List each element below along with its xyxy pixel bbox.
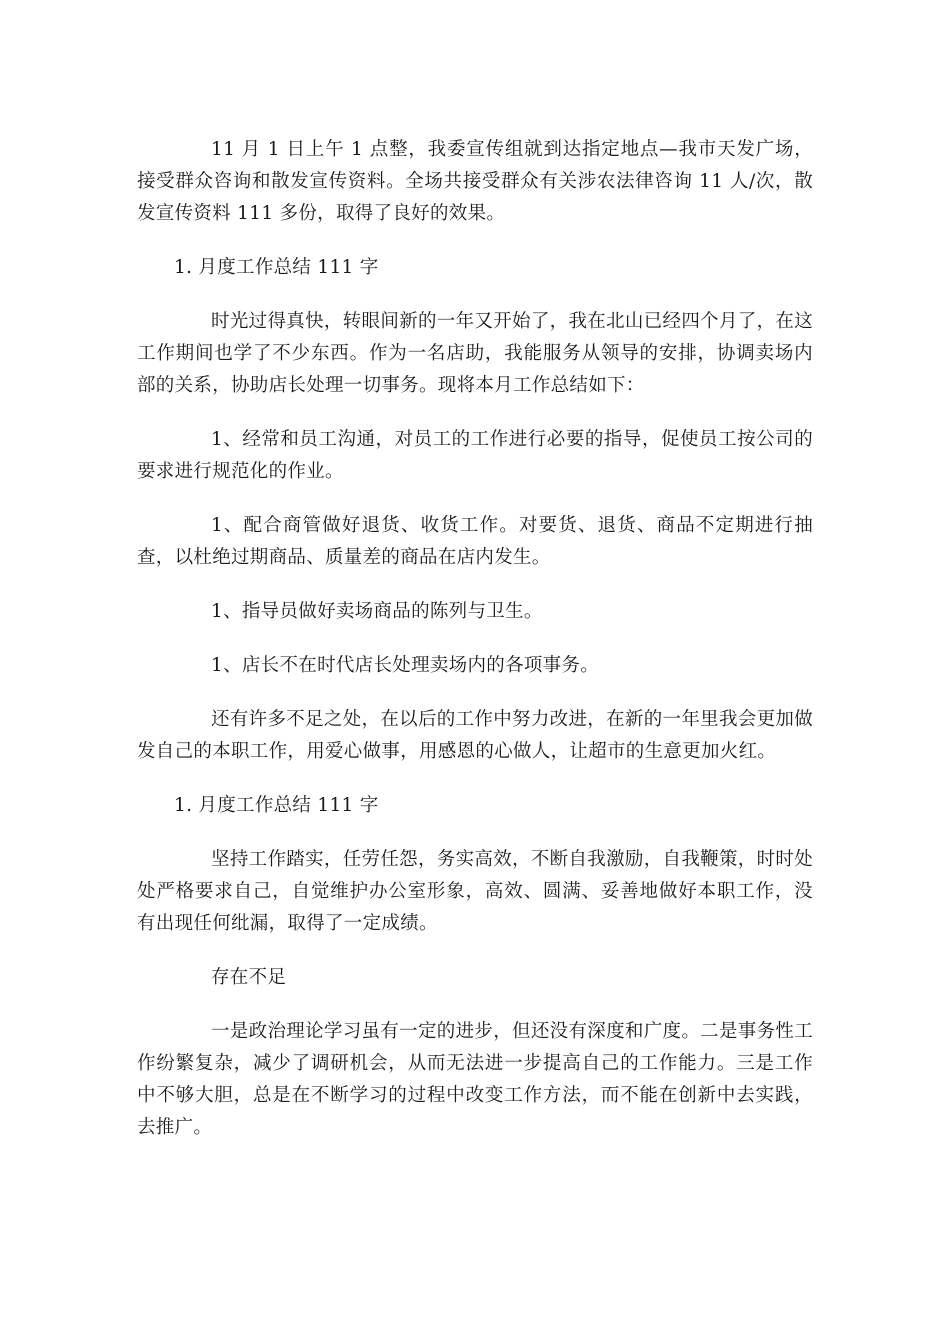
paragraph-item-store-affairs: 1、店长不在时代店长处理卖场内的各项事务。 bbox=[211, 655, 600, 676]
paragraph-item-display: 1、指导员做好卖场商品的陈列与卫生。 bbox=[211, 601, 543, 622]
paragraph-item-returns: 1、配合商管做好退货、收货工作。对要货、退货、商品不定期进行抽查，以杜绝过期商品、质量差的商品在店内发生。 bbox=[137, 515, 813, 568]
paragraph-improvement: 还有许多不足之处，在以后的工作中努力改进，在新的一年里我会更加做发自己的本职工作，用爱心做事，用感恩的心做人，让超市的生意更加火红。 bbox=[137, 709, 813, 762]
paragraph-event-report: 11 月 1 日上午 1 点整，我委宣传组就到达指定地点—我市天发广场，接受群众咨询和散发宣传资料。全场共接受群众有关涉农法律咨询 11 人/次，散发宣传资料 111 多份，取得了良好的效果。 bbox=[137, 139, 813, 224]
paragraph-work-attitude: 坚持工作踏实，任劳任怨，务实高效，不断自我激励，自我鞭策，时时处处严格要求自己，自觉维护办公室形象，高效、圆满、妥善地做好本职工作，没有出现任何纰漏，取得了一定成绩。 bbox=[137, 849, 813, 934]
paragraph-item-communication: 1、经常和员工沟通，对员工的工作进行必要的指导，促使员工按公司的要求进行规范化的作业。 bbox=[137, 429, 813, 482]
section-heading-monthly-summary-2: 1. 月度工作总结 111 字 bbox=[174, 795, 379, 816]
document-body bbox=[137, 134, 813, 1166]
paragraph-intro: 时光过得真快，转眼间新的一年又开始了，我在北山已经四个月了，在这工作期间也学了不少东西。作为一名店助，我能服务从领导的安排，协调卖场内部的关系，协助店长处理一切事务。现将本月工作总结如下： bbox=[137, 311, 813, 396]
paragraph-shortcomings-title: 存在不足 bbox=[211, 967, 287, 988]
paragraph-shortcomings-detail: 一是政治理论学习虽有一定的进步，但还没有深度和广度。二是事务性工作纷繁复杂，减少了调研机会，从而无法进一步提高自己的工作能力。三是工作中不够大胆，总是在不断学习的过程中改变工作方法，而不能在创新中去实践，去推广。 bbox=[137, 1021, 813, 1138]
section-heading-monthly-summary-1: 1. 月度工作总结 111 字 bbox=[174, 257, 379, 278]
